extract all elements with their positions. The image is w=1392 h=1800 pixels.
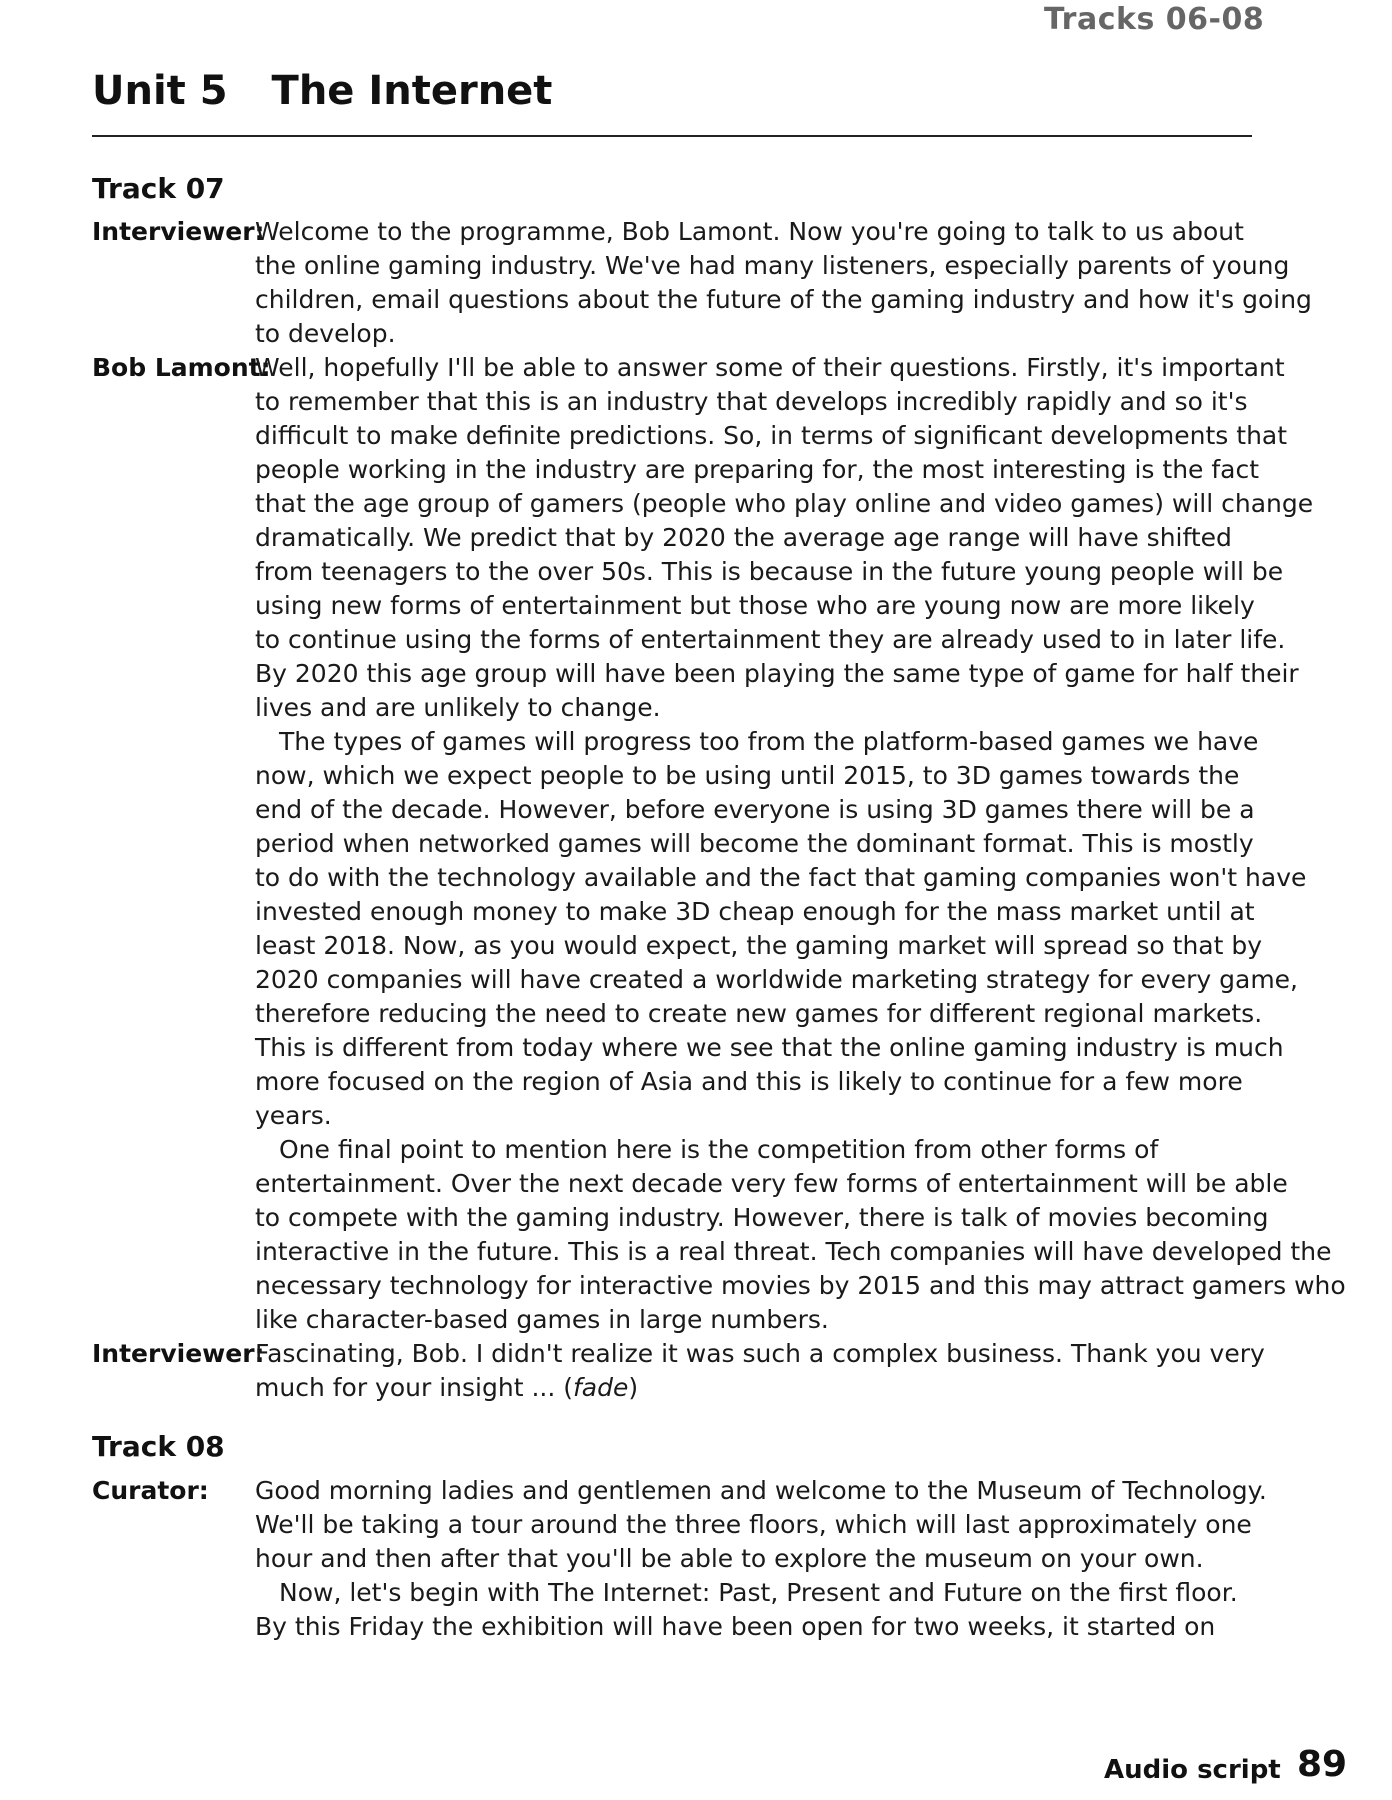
script-line: invested enough money to make 3D cheap enough for the mass market until at [255,897,1255,926]
script-line: One final point to mention here is the competition from other forms of [279,1135,1159,1164]
script-line: least 2018. Now, as you would expect, the gaming market will spread so that by [255,931,1263,960]
title-divider [92,135,1252,137]
script-line: The types of games will progress too from the platform-based games we have [279,727,1259,756]
track-08-heading: Track 08 [92,1430,225,1463]
script-line: therefore reducing the need to create new games for different regional markets. [255,999,1263,1028]
page-title [92,68,552,114]
script-line: children, email questions about the future of the gaming industry and how it's going [255,285,1312,314]
script-line: Well, hopefully I'll be able to answer some of their questions. Firstly, it's important [255,353,1285,382]
script-line: to continue using the forms of entertainment they are already used to in later life. [255,625,1286,654]
script-line-text: much for your insight ... ( [255,1373,573,1402]
speaker-interviewer: Interviewer: [92,1339,265,1368]
script-line: necessary technology for interactive movies by 2015 and this may attract gamers who [255,1271,1346,1300]
script-line: We'll be taking a tour around the three floors, which will last approximately one [255,1510,1252,1539]
script-line: Welcome to the programme, Bob Lamont. Now you're going to talk to us about [255,217,1244,246]
script-line: dramatically. We predict that by 2020 the average age range will have shifted [255,523,1232,552]
script-line: Now, let's begin with The Internet: Past, Present and Future on the first floor. [279,1578,1238,1607]
script-line: now, which we expect people to be using until 2015, to 3D games towards the [255,761,1240,790]
script-line: end of the decade. However, before everyone is using 3D games there will be a [255,795,1255,824]
page-number: 89 [1297,1744,1348,1785]
script-line: using new forms of entertainment but those who are young now are more likely [255,591,1255,620]
script-line: hour and then after that you'll be able to explore the museum on your own. [255,1544,1204,1573]
track-07-heading: Track 07 [92,172,225,205]
speaker-interviewer: Interviewer: [92,217,265,246]
script-line: This is different from today where we see that the online gaming industry is much [255,1033,1284,1062]
unit-title: The Internet [271,68,553,114]
script-line: to develop. [255,319,396,348]
script-line: Fascinating, Bob. I didn't realize it was such a complex business. Thank you very [255,1339,1265,1368]
script-line: more focused on the region of Asia and this is likely to continue for a few more [255,1067,1243,1096]
script-line: difficult to make definite predictions. So, in terms of significant developments that [255,421,1288,450]
script-line: that the age group of gamers (people who play online and video games) will change [255,489,1314,518]
script-line: lives and are unlikely to change. [255,693,661,722]
script-line: like character-based games in large numbers. [255,1305,829,1334]
script-line: By this Friday the exhibition will have been open for two weeks, it started on [255,1612,1216,1641]
script-line: from teenagers to the over 50s. This is because in the future young people will be [255,557,1284,586]
speaker-bob-lamont: Bob Lamont: [92,353,271,382]
script-line: years. [255,1101,332,1130]
script-line: entertainment. Over the next decade very few forms of entertainment will be able [255,1169,1288,1198]
script-line: By 2020 this age group will have been playing the same type of game for half their [255,659,1299,688]
script-line: people working in the industry are preparing for, the most interesting is the fact [255,455,1260,484]
footer-label: Audio script [1104,1755,1281,1785]
script-line: to compete with the gaming industry. However, there is talk of movies becoming [255,1203,1269,1232]
script-line: Good morning ladies and gentlemen and welcome to the Museum of Technology. [255,1476,1267,1505]
script-line-closing [255,1371,638,1405]
tracks-range-header: Tracks 06-08 [1044,2,1265,37]
script-line: interactive in the future. This is a real threat. Tech companies will have developed the [255,1237,1332,1266]
unit-number: Unit 5 [92,68,228,114]
script-line: the online gaming industry. We've had many listeners, especially parents of young [255,251,1290,280]
script-line: to do with the technology available and the fact that gaming companies won't have [255,863,1307,892]
stage-direction: fade [572,1373,629,1402]
script-line: period when networked games will become the dominant format. This is mostly [255,829,1254,858]
speaker-curator: Curator: [92,1476,209,1505]
script-line: to remember that this is an industry that develops incredibly rapidly and so it's [255,387,1248,416]
stage-direction-close: ) [628,1373,639,1402]
script-line: 2020 companies will have created a worldwide marketing strategy for every game, [255,965,1298,994]
